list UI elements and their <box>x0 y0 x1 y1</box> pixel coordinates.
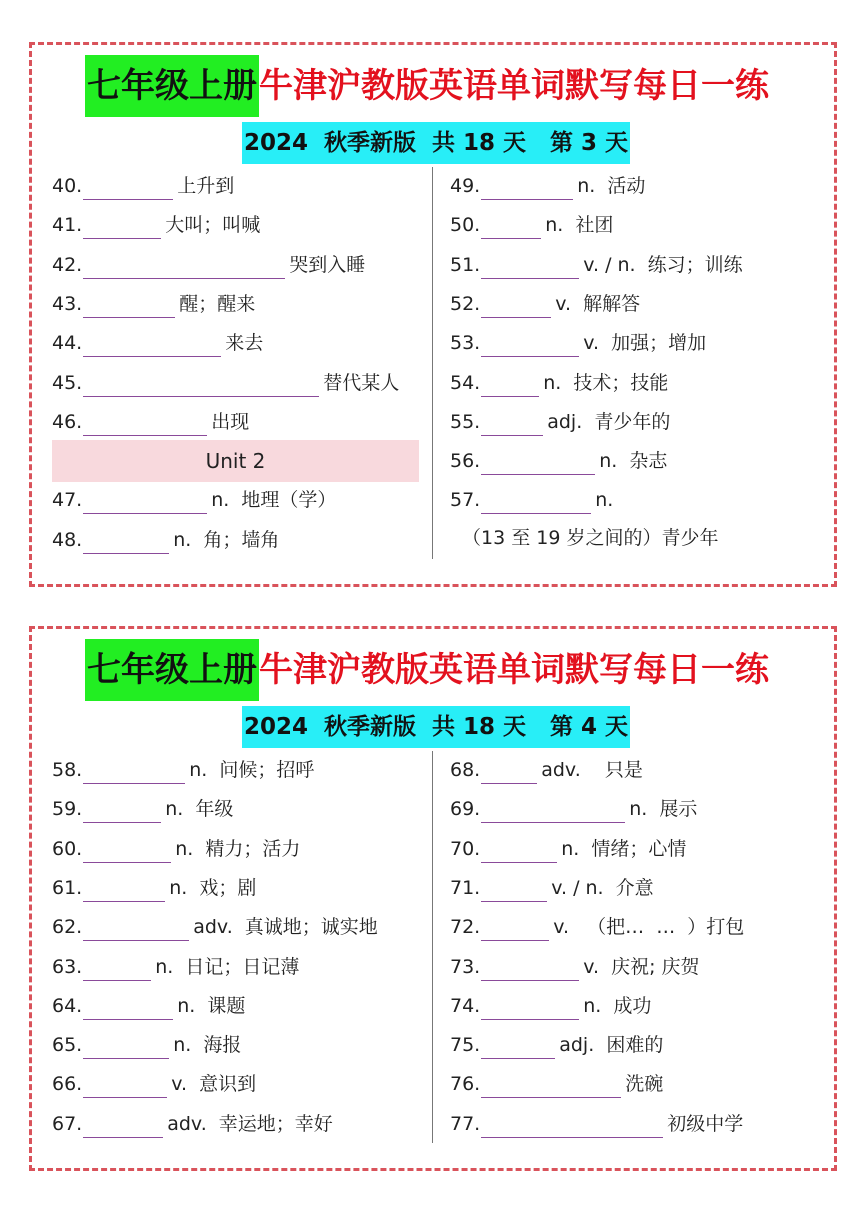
word-row <box>450 1026 663 1065</box>
item-number: 58. <box>52 759 83 781</box>
item-number: 47. <box>52 489 83 512</box>
answer-blank[interactable] <box>83 796 161 823</box>
item-number: 44. <box>52 332 83 355</box>
answer-blank[interactable] <box>83 914 189 941</box>
word-row <box>52 908 378 947</box>
word-meaning: 出现 <box>211 410 250 433</box>
word-meaning: v. / n. 练习；训练 <box>583 253 743 276</box>
item-number: 55. <box>450 410 481 433</box>
answer-blank[interactable] <box>83 993 173 1020</box>
word-meaning: v. 意识到 <box>171 1073 257 1096</box>
item-number: 62. <box>52 916 83 939</box>
answer-blank[interactable] <box>481 954 579 981</box>
item-number: 53. <box>450 332 481 355</box>
word-meaning: 初级中学 <box>667 1112 744 1135</box>
answer-blank[interactable] <box>83 527 169 554</box>
answer-blank[interactable] <box>481 212 541 239</box>
answer-blank[interactable] <box>83 370 319 397</box>
answer-blank[interactable] <box>83 1032 169 1059</box>
word-meaning: n. 地理（学） <box>211 489 337 512</box>
item-number: 65. <box>52 1034 83 1057</box>
answer-blank[interactable] <box>481 173 573 200</box>
answer-blank[interactable] <box>83 487 207 514</box>
word-row <box>52 987 245 1026</box>
word-row <box>450 948 700 987</box>
answer-blank[interactable] <box>481 1111 663 1138</box>
word-row <box>52 206 260 245</box>
word-row <box>52 751 314 790</box>
word-meaning: n. 社团 <box>545 214 614 237</box>
item-number: 69. <box>450 798 481 821</box>
answer-blank[interactable] <box>481 291 551 318</box>
answer-blank[interactable] <box>481 409 543 436</box>
word-row <box>52 403 249 442</box>
word-row <box>450 442 667 481</box>
word-row <box>450 364 668 403</box>
word-meaning: 洗碗 <box>625 1073 664 1096</box>
word-row <box>450 790 697 829</box>
item-number: 63. <box>52 955 83 978</box>
word-meaning: adv. 只是 <box>541 759 643 781</box>
item-number: 76. <box>450 1073 481 1096</box>
word-row <box>52 246 365 285</box>
answer-blank[interactable] <box>83 252 285 279</box>
column-divider <box>432 167 433 559</box>
answer-blank[interactable] <box>481 836 557 863</box>
worksheet-card-day-3 <box>29 42 837 587</box>
answer-blank[interactable] <box>481 252 579 279</box>
word-meaning: n. 情绪；心情 <box>561 837 687 860</box>
item-number: 70. <box>450 837 481 860</box>
item-number: 41. <box>52 214 83 237</box>
word-row <box>450 869 654 908</box>
word-meaning: v. 加强；增加 <box>583 332 707 355</box>
card-title <box>85 639 769 701</box>
word-meaning: n. 海报 <box>173 1034 242 1057</box>
item-number: 64. <box>52 994 83 1017</box>
word-meaning: n. 杂志 <box>599 450 668 473</box>
word-meaning: v. （把… … ）打包 <box>553 916 745 939</box>
word-row <box>52 869 256 908</box>
word-meaning: n. 成功 <box>583 994 652 1017</box>
item-number: 51. <box>450 253 481 276</box>
word-row <box>450 751 643 790</box>
answer-blank[interactable] <box>481 993 579 1020</box>
word-row <box>52 364 399 403</box>
worksheet-card-day-4 <box>29 626 837 1171</box>
word-meaning: v. 解解答 <box>555 292 641 315</box>
item-number: 46. <box>52 410 83 433</box>
word-meaning: 醒；醒来 <box>179 292 256 315</box>
word-row <box>52 521 279 560</box>
title-main: 牛津沪教版英语单词默写每日一练 <box>259 650 769 690</box>
word-meaning: v. / n. 介意 <box>551 876 654 899</box>
item-number: 71. <box>450 876 481 899</box>
answer-blank[interactable] <box>83 330 221 357</box>
word-meaning: n. 角；墙角 <box>173 528 280 551</box>
answer-blank[interactable] <box>481 875 547 902</box>
item-number: 59. <box>52 798 83 821</box>
word-meaning: 上升到 <box>177 175 235 197</box>
word-row <box>52 324 263 363</box>
word-row <box>52 948 299 987</box>
word-row <box>450 167 645 206</box>
item-number: 60. <box>52 837 83 860</box>
word-meaning: n. 精力；活力 <box>175 837 301 860</box>
item-number: 40. <box>52 175 83 197</box>
word-row <box>450 246 743 285</box>
word-meaning: n. 戏；剧 <box>169 876 257 899</box>
answer-blank[interactable] <box>83 1071 167 1098</box>
word-row <box>450 1065 663 1104</box>
word-row <box>450 285 640 324</box>
word-meaning: adj. 青少年的 <box>547 410 671 433</box>
answer-blank[interactable] <box>481 757 537 784</box>
item-number: 50. <box>450 214 481 237</box>
answer-blank[interactable] <box>481 448 595 475</box>
word-meaning: v. 庆祝; 庆贺 <box>583 955 700 978</box>
word-row <box>450 324 706 363</box>
item-number: 54. <box>450 371 481 394</box>
answer-blank[interactable] <box>83 1111 163 1138</box>
word-meaning: n. 展示 <box>629 798 698 821</box>
answer-blank[interactable] <box>481 914 549 941</box>
word-meaning: 大叫；叫喊 <box>165 214 261 237</box>
word-row <box>52 1105 333 1144</box>
item-number: 52. <box>450 292 481 315</box>
item-number: 42. <box>52 253 83 276</box>
item-number: 72. <box>450 916 481 939</box>
word-row <box>450 830 686 869</box>
word-row <box>52 1065 256 1104</box>
title-main: 牛津沪教版英语单词默写每日一练 <box>259 66 769 106</box>
item-number: 67. <box>52 1112 83 1135</box>
word-row <box>52 1026 241 1065</box>
answer-blank[interactable] <box>83 291 175 318</box>
item-number: 57. <box>450 489 481 512</box>
word-row <box>450 987 651 1026</box>
day-subtitle: 2024 秋季新版 共 18 天 第 4 天 <box>242 706 630 748</box>
word-meaning: 替代某人 <box>323 371 400 394</box>
answer-blank[interactable] <box>481 1071 621 1098</box>
item-number: 68. <box>450 759 481 781</box>
answer-blank[interactable] <box>83 757 185 784</box>
word-row <box>450 1105 743 1144</box>
item-number: 61. <box>52 876 83 899</box>
answer-blank[interactable] <box>83 173 173 200</box>
item-number: 43. <box>52 292 83 315</box>
title-grade-label: 七年级上册 <box>85 55 259 117</box>
item-number: 73. <box>450 955 481 978</box>
word-row <box>52 167 234 206</box>
word-row <box>450 403 670 442</box>
day-subtitle: 2024 秋季新版 共 18 天 第 3 天 <box>242 122 630 164</box>
word-meaning: n. 日记；日记薄 <box>155 955 300 978</box>
item-number: 48. <box>52 528 83 551</box>
card-title <box>85 55 769 117</box>
answer-blank[interactable] <box>83 954 151 981</box>
answer-blank[interactable] <box>481 1032 555 1059</box>
word-meaning: n. 问候；招呼 <box>189 759 315 781</box>
answer-blank[interactable] <box>83 875 165 902</box>
answer-blank[interactable] <box>481 330 579 357</box>
unit-heading: Unit 2 <box>52 440 419 482</box>
item-number: 75. <box>450 1034 481 1057</box>
word-row <box>52 790 233 829</box>
word-meaning: 来去 <box>225 332 264 355</box>
word-note: （13 至 19 岁之间的）青少年 <box>462 527 719 549</box>
word-meaning: n. 活动 <box>577 175 646 197</box>
title-grade-label: 七年级上册 <box>85 639 259 701</box>
item-number: 49. <box>450 175 481 197</box>
word-meaning: 哭到入睡 <box>289 253 366 276</box>
word-row <box>52 481 336 520</box>
word-row <box>450 481 613 520</box>
item-number: 66. <box>52 1073 83 1096</box>
item-number: 45. <box>52 371 83 394</box>
item-number: 74. <box>450 994 481 1017</box>
word-meaning: adv. 真诚地；诚实地 <box>193 916 378 939</box>
word-row <box>450 206 613 245</box>
word-meaning: n. 课题 <box>177 994 246 1017</box>
answer-blank[interactable] <box>481 370 539 397</box>
word-row <box>52 830 300 869</box>
answer-blank[interactable] <box>83 409 207 436</box>
column-divider <box>432 751 433 1143</box>
answer-blank[interactable] <box>83 212 161 239</box>
word-meaning: adj. 困难的 <box>559 1034 664 1057</box>
item-number: 77. <box>450 1112 481 1135</box>
word-row <box>450 908 744 947</box>
word-meaning: n. 年级 <box>165 798 234 821</box>
answer-blank[interactable] <box>481 796 625 823</box>
answer-blank[interactable] <box>83 836 171 863</box>
word-meaning: n. 技术；技能 <box>543 371 669 394</box>
answer-blank[interactable] <box>481 487 591 514</box>
word-meaning: n. <box>595 489 614 512</box>
word-row <box>52 285 255 324</box>
item-number: 56. <box>450 450 481 473</box>
word-meaning: adv. 幸运地；幸好 <box>167 1112 333 1135</box>
